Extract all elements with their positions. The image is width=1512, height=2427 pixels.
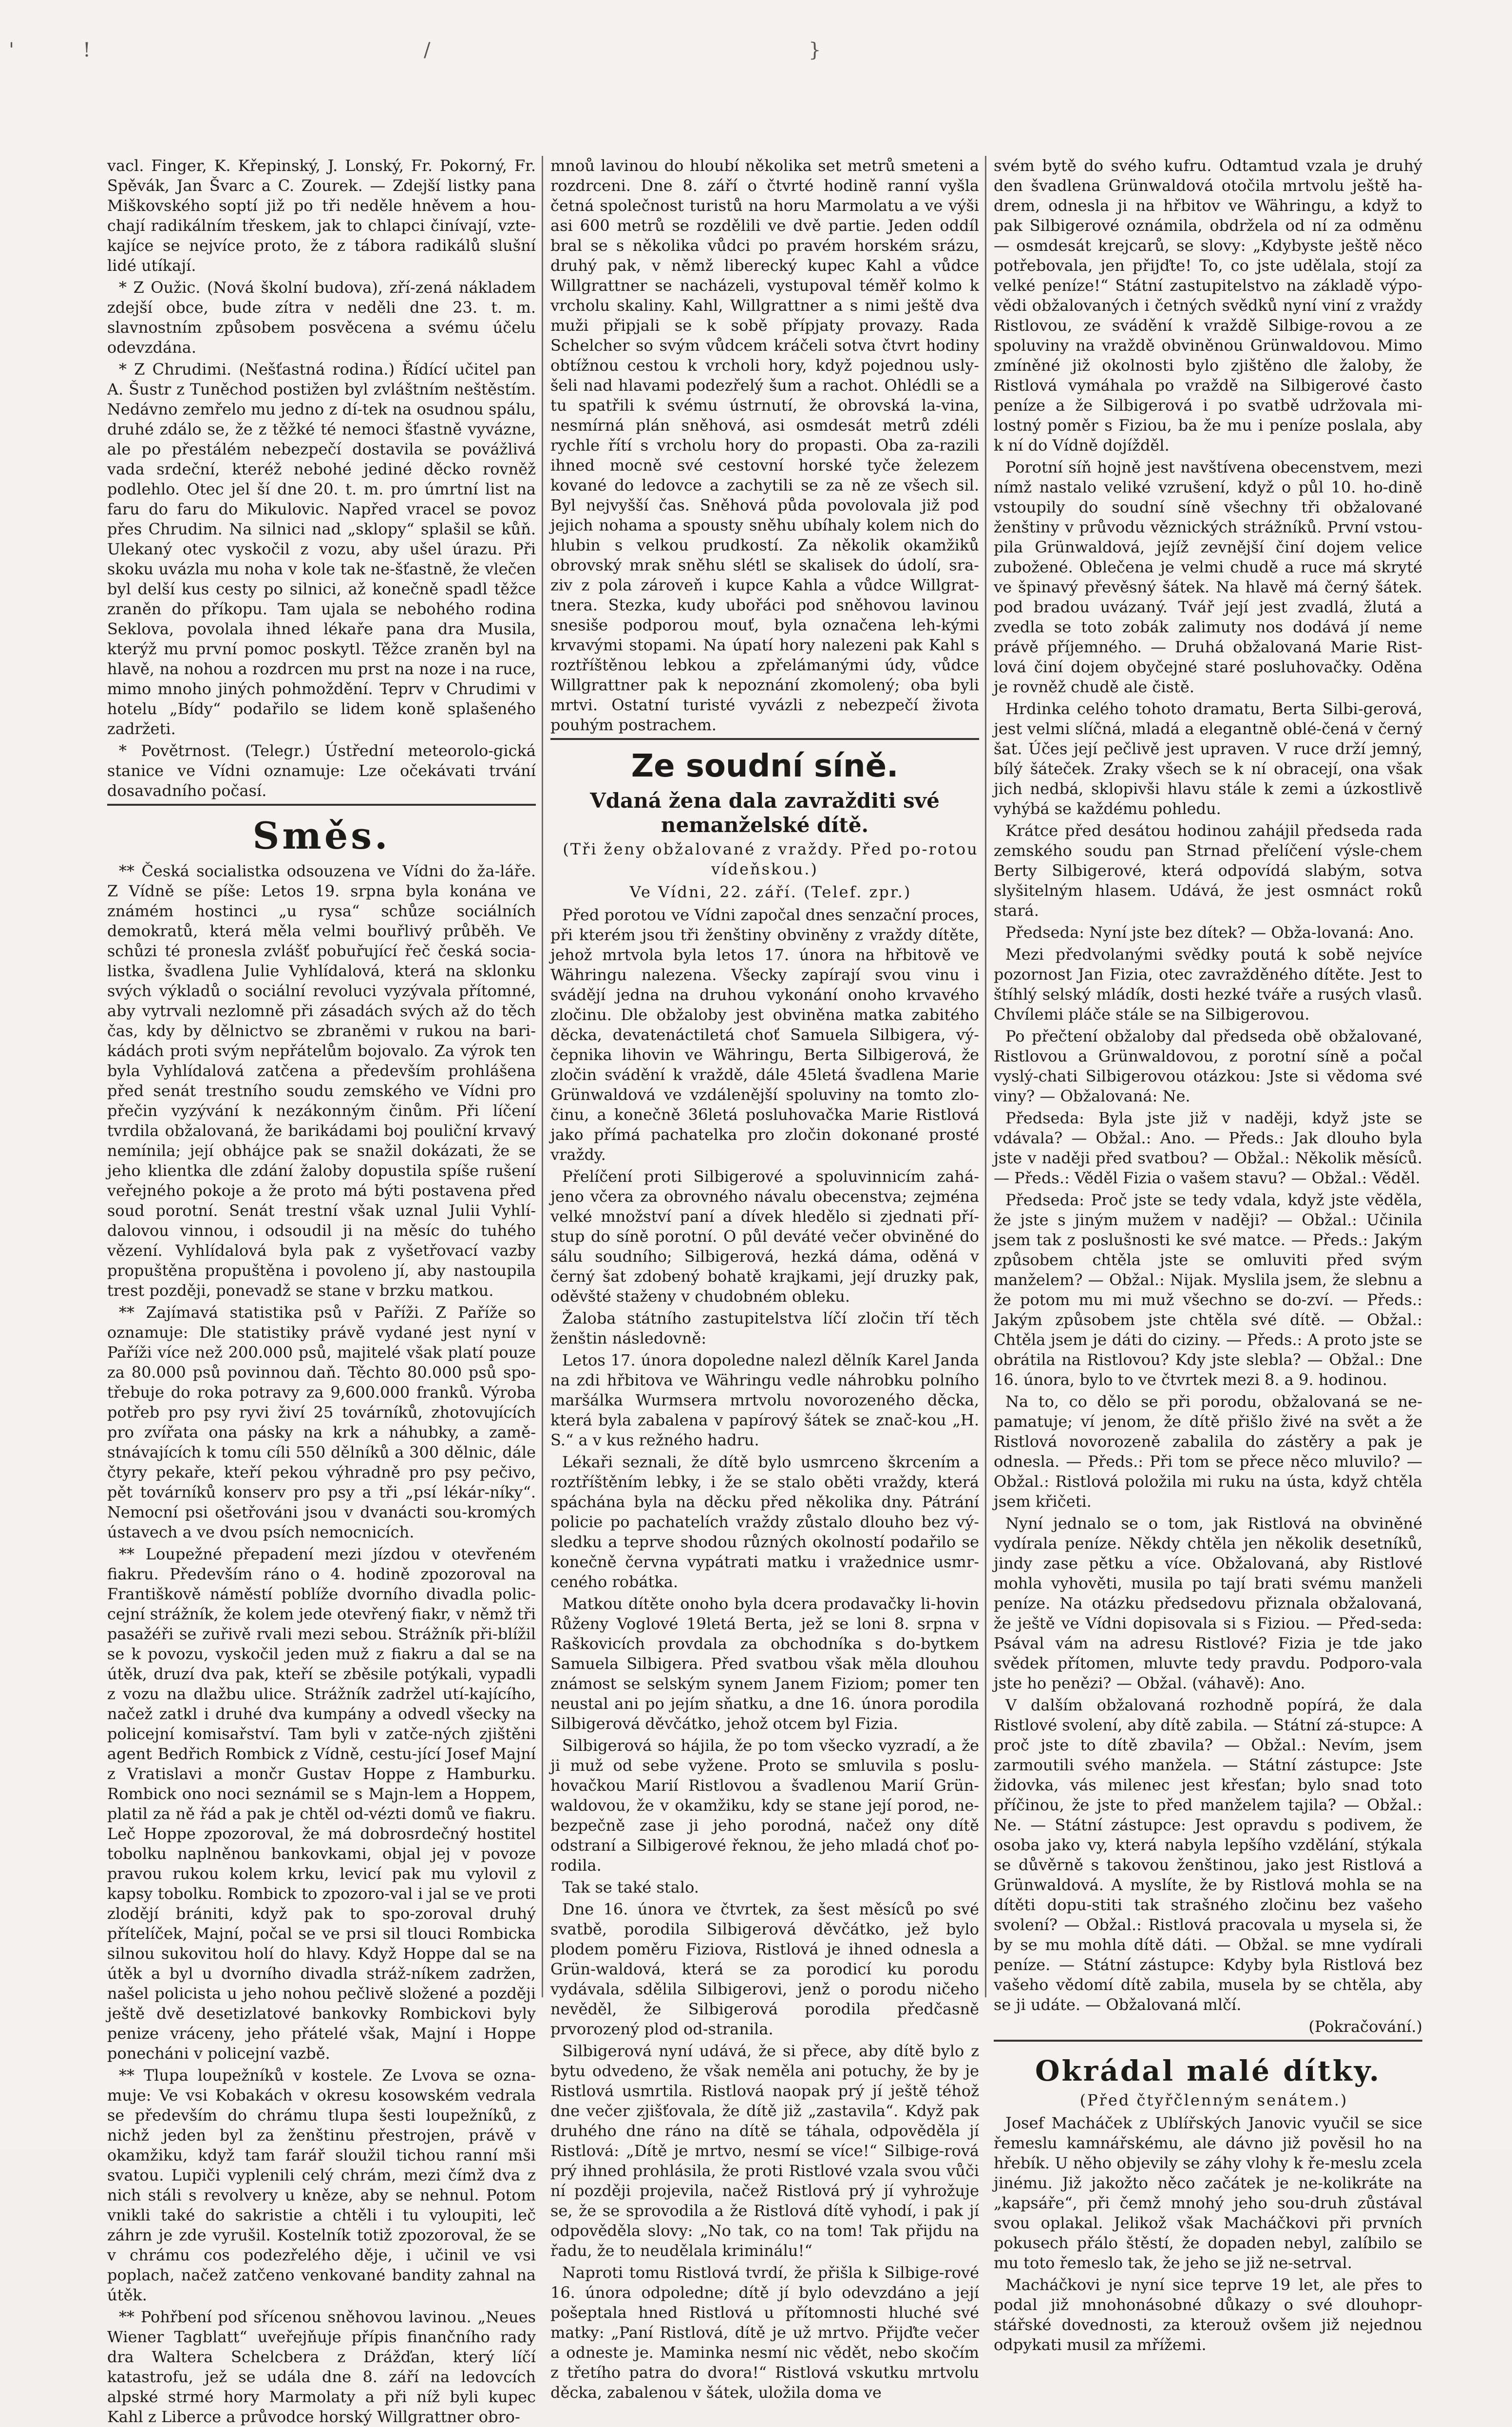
news-item-chrudim: * Z Chrudimi. (Nešťastná rodina.) Řídící učitel pan A. Šustr z Tuněchod postižen byl zvláštním neštěstím. Nedávno zemřelo mu jedno z dí-tek na osudnou spálu, druhé zdálo se, že z těžké té nemoci šťastně vyvázne, ale po přestálém nebezpečí dostavila se povážlivá vada srdeční, kteréž nebohé jediné děcko rovněž podlehlo. Otec jel ší dne 20. t. m. pro úmrtní list na faru do faru do Mikulovic. Napřed vracel se povoz přes Chrudim. Na silnici nad „sklopy“ splašil se kůň. Ulekaný otec vyskočil z vozu, aby ušel úrazu. Při skoku uvázla mu noha v kole tak ne-šťastně, že vlečen byl delší kus cesty po silnici, až konečně spadl těžce zraněn do příkopu. Tam ujala se nebohého rodina Seklova, povolala ihned lékaře pana dra Musila, kterýž mu první pomoc poskytl. Těžce zraněn byl na hlavě, na nohou a rozdrcen mu prst na noze i na ruce, mimo mnoho jiných pohmoždění. Teprv v Chrudimi v hotelu „Bídy“ podařilo se lidem koně splašeného zadržeti.: [107, 360, 536, 738]
article-headline-okradal: Okrádal malé dítky.: [1035, 2054, 1381, 2087]
article-text: vacl. Finger, K. Křepinský, J. Lonský, Fr. Pokorný, Fr. Spěvák, Jan Švarc a C. Zourek. — Zdejší listky pana Miškovského soptí již po tři neděle hněvem a hou-chají radikálním třeskem, jak to chlapci činívají, vzte-kajíce se nejvíce proto, že z tábora radikálů slušní lidé utíkají.: [107, 156, 536, 275]
news-item-weather: * Povětrnost. (Telegr.) Ústřední meteorolo-gická stanice ve Vídni oznamuje: Lze očekávati trvání dosavadního počasí.: [107, 741, 536, 800]
margin-mark: /: [424, 39, 431, 61]
news-item-robbery-fiacre: ** Loupežné přepadení mezi jízdou v otevřeném fiakru. Především ráno o 4. hodině zpozoroval na Františkově náměstí poblíže dvorního divadla polic-cejní strážník, že kolem jede otevřený fiakr, v němž tři pasažéři se zuřivě rvali mezi sebou. Strážník při-blížil se k povozu, vyskočil jeden muž z fiakru a dal se na útěk, druzí dva pak, kteří se zběsile potýkali, vypadli z vozu na dlažbu ulice. Strážník zadržel utí-kajícího, načež zatkl i druhé dva kumpány a odvedl všecky na policejní komisařství. Tam byli v zatče-ných zjištěni agent Bedřich Rombick z Vídně, cestu-jící Josef Majní z Vratislavi a mončr Gustav Hoppe z Hamburku. Rombick ono noci seznámil se s Majn-lem a Hoppem, platil za ně řád a pak je chtěl od-vézti domů ve fiakru. Leč Hoppe zpozoroval, že má dobrosrdečný hostitel tobolku naplněnou bankovkami, objal jej v povoze pravou rukou kolem krku, levicí pak mu vylovil z kapsy tobolku. Rombick to zpozoro-val i jal se ve proti zlodějí brániti, když pak to spo-zoroval druhý přítelíček, Majní, počal se ve prsi sil tlouci Rombicka silnou sukovitou holí do hlavy. Když Hoppe dal se na útěk a byl u dvorního divadla stráž-níkem zadržen, našel policista u jeho nohou pečlivě složené a později ještě dvě desetizlatové bankovky Rombickovi byly penize vráceny, jeho přátelé však, Majní i Hoppe ponecháni v policejní vazbě.: [107, 1545, 536, 2063]
article-text: Silbigerová nyní udává, že si přece, aby dítě bylo z bytu odvedeno, že však neměla ani potuchy, že by je Ristlová usmrtila. Ristlová naopak prý jí ještě téhož dne večer zjišťovala, že dítě již „zastavila“. Když pak druhého dne ráno na dítě se táhala, odpověděla jí Ristlová: „Dítě je mrtvo, nesmí se více!“ Silbige-rová prý ihned prohlásila, že proti Ristlové vzala svou vůči ní později projevila, načež Ristlová prý jí vyhrožuje se, že se sprovodila a že Ristlová dítě vyhodí, i pak jí odpověděla slovy: „No tak, co na tom! Tak přijdu na řadu, že to neudělala kriminálu!“: [550, 2042, 979, 2260]
news-item-avalanche: ** Pohřbení pod sřícenou sněhovou lavinou. „Neues Wiener Tagblatt“ uveřejňuje přípis finančního rady dra Waltera Schelcbera z Drážďan, který líčí katastrofu, jež se udála dne 8. září na ledovcích alpské strmé hory Marmolaty a při níž byli kupec Kahl z Liberce a průvodce horský Willgrattner obro-: [107, 2308, 536, 2426]
continuation-note: (Pokračování.): [1308, 2017, 1422, 2036]
article-text: Dne 16. února ve čtvrtek, za šest měsíců po své svatbě, porodila Silbigerová děvčátko, jež bylo plodem poměru Fiziova, Ristlová je ihned odnesla a Grün-waldová, která se za porodicí ku porodu vydávala, sdělila Silbigerovi, jenž o porodu ničeho nevěděl, že Silbigerová porodila předčasně prvorozený plod od-stranila.: [550, 1900, 979, 2038]
article-subheadline: (Tři ženy obžalované z vraždy. Před po-rotou vídeňskou.): [563, 840, 979, 878]
column-divider: [542, 156, 543, 1997]
article-text: Silbigerová so hájila, že po tom všecko vyzradí, a že ji muž od sebe vyžene. Proto se smluvila s poslu-hovačkou Marií Ristlovou a švadlenou Marií Grün-waldovou, že v okamžiku, kdy se stane její porod, ne-bezpečně zase ji jeho porodná, načež ony dítě odstraní a Silbigerové řeknou, že jeho mladá choť po-rodila.: [550, 1736, 979, 1875]
article-text: Předseda: Byla jste již v naději, když jste se vdávala? — Obžal.: Ano. — Předs.: Jak dlouho byla jste v naději před svatbou? — Obžal.: Několik měsíců. — Předs.: Věděl Fizia o vašem stavu? — Obžal.: Věděl.: [994, 1109, 1422, 1187]
column-right: [994, 156, 1422, 2354]
margin-mark: !: [83, 39, 91, 61]
article-text: Tak se také stalo.: [562, 1878, 699, 1896]
column-left: [107, 156, 536, 2426]
section-divider: [994, 2040, 1422, 2042]
news-item-socialist: ** Česká socialistka odsouzena ve Vídni do ža-láře. Z Vídně se píše: Letos 19. srpna byla konána ve známém hostinci „u rysa“ schůze sociálních demokratů, která měla velmi bouřlivý průběh. Ve schůzi té pronesla zvlášť pobuřující řeč česká socia-listka, švadlena Julie Vyhlídalová, která na sklonku svých výkladů o sociální revoluci vyzývala přítomné, aby vytrvali nezlomně při zásadách svých až do těch čas, kdy by dělnictvo se zbraněmi v rukou na bari-kádách proti svým nepřátelům bojovalo. Za výrok ten byla Vyhlídalová zatčena a především prohlášena před senát trestního soudu zemského ve Vídni pro přečin vyzývání k nezákonným činům. Při líčení tvrdila obžalovaná, že barikádami boj pouliční krvavý nemínila; její obhájce pak se snažil dokázati, že se jeho klientka dle zdání žaloby dopustila spíše rušení veřejného pokoje a že proto má býti postavena před soud porotní. Senát trestní však uznal Julii Vyhlí-dalovou vinnou, i odsoudil ji na měsíc do tuhého vězení. Vyhlídalová byla pak z vyšetřovací vazby propuštěna propuštěna i povoleno jí, aby nastoupila trest později, ponevadž se stane v brzku matkou.: [107, 862, 536, 1300]
article-text: Naproti tomu Ristlová tvrdí, že přišla k Silbige-rové 16. února odpoledne; dítě jí bylo odevzdáno a její pošeptala hned Ristlová u přítomnosti hluché své matky: „Paní Ristlová, dítě je už mrtvo. Přijďte večer a odneste je. Maminka nesmí nic vědět, nebo skočím z třetího patra do dvora!“ Ristlová vskutku mrtvolu děcka, zabalenou v šátek, uložila doma ve: [550, 2263, 979, 2402]
article-subheadline: (Před čtyřčlenným senátem.): [1079, 2091, 1348, 2109]
article-text: Lékaři seznali, že dítě bylo usmrceno škrcením a roztříštěním lebky, i že se stalo oběti vraždy, která spáchána byla na děcku před několika dny. Pátrání policie po pachatelích vraždy zůstalo dlouho bez vý-sledku a teprve shodou různých okolností podařilo se konečně června vypátrati matku i vražednice usmr-ceného robátka.: [550, 1453, 979, 1591]
article-text: Josef Macháček z Ublířských Janovic vyučil se sice řemeslu kamnářskému, ale dávno již pověsil ho na hřebík. U něho objevily se záhy vlohy k ře-meslu zcela jinému. Již jakožto něco začátek je ne-kolikráte na „kapsáře“, při čemž mnohý jeho sou-druh zůstával svou oplakal. Jelikož však Macháčkovi při prvních pokusech přálo štěstí, že dopaden nebyl, zalíbilo se mu toto řemeslo tak, že jeho se již ne-setrval.: [994, 2114, 1422, 2272]
article-text: Na to, co dělo se při porodu, obžalovaná se ne-pamatuje; ví jenom, že dítě přišlo živé na svět a že Ristlová novorozeně zabalila do zástěry a pak je odnesla. — Předs.: Při tom se přece něco mluvilo? — Obžal.: Ristlová položila mi ruku na ústa, když chtěla jsem křičeti.: [994, 1392, 1422, 1511]
article-text: Žaloba státního zastupitelstva líčí zločin tří těch ženštin následovně:: [550, 1309, 979, 1347]
news-item-dogs-paris: ** Zajímavá statistika psů v Paříži. Z Paříže so oznamuje: Dle statistiky právě vydané jest nyní v Paříži více než 200.000 psů, majitelé však platí pouze za 80.000 psů povinnou daň. Těchto 80.000 psů spo-třebuje do roka potravy za 9,600.000 franků. Výroba potřeb pro psy ryvi živí 25 továrníků, zhotovujících pro zvířata ona pásky na krk a náhubky, a zamě-stnávajících k tomu cíli 550 dělníků a 300 dělnic, dále čtyry pekaře, kteří pekou výhradně pro psy pečivo, pět továrníků konserv pro psy a tři „psí lékár-níky“. Nemocní psi ošetřováni jsou v dvanácti sou-kromých ústavech a ve dvou psích nemocnicích.: [107, 1303, 536, 1541]
article-text: Přelíčení proti Silbigerové a spoluvinnicím zahá-jeno včera za obrovného návalu obecenstva; zejména velké množství paní a dívek hledělo si zjednati pří-stup do síně porotní. O půl deváté večer obviněné do sálu soudního; Silbigerová, hezká dáma, oděná v černý šat zdobený bohatě krajkami, její druzky pak, oděvšté staženy v chudobném obleku.: [550, 1167, 979, 1306]
section-heading-court: Ze soudní síně.: [631, 748, 899, 784]
article-text: svém bytě do svého kufru. Odtamtud vzala je druhý den švadlena Grünwaldová otočila mrtvolu ještě ha-drem, odnesla ji na hřbitov ve Währingu, a když to pak Silbigerové oznámila, obdržela od ní za odměnu — osmdesát krejcarů, se slovy: „Kdybyste ještě něco potřebovala, jen přijďte! To, co jste udělala, stojí za velké peníze!“ Státní zastupitelstvo na základě výpo-vědi obžalovaných i četných svědků nyní viní z vraždy Ristlovou, ze svádění k vraždě Silbige-rovou a ze spoluviny na vraždě obviněnou Grünwaldovou. Mimo zmíněné již okolnosti bylo zjištěno dle žaloby, že Ristlová vymáhala po vraždě na Silbigerové často peníze a že Silbigerová i po svatbě udržovala mi-lostný poměr s Fiziou, ba že mu i peníze poslala, aby k ní do Vídně dojížděl.: [994, 156, 1422, 455]
article-text: Krátce před desátou hodinou zahájil předseda rada zemského soudu pan Strnad přelíčení výsle-chem Berty Silbigerové, která odpovídá slabým, sotva slyšitelným hlasem. Udává, že jest osmnáct roků stará.: [994, 821, 1422, 920]
dateline: Ve Vídni, 22. září. (Telef. zpr.): [629, 883, 912, 901]
article-text: Matkou dítěte onoho byla dcera prodavačky li-hovin Růženy Voglové 19letá Berta, jež se loni 8. srpna v Raškovicích provdala za obchodníka s do-bytkem Samuela Silbigera. Před svatbou však měla dlouhou známost se selským synem Janem Fiziom; pomer ten neustal ani po jejím sňatku, a dne 16. února porodila Silbigerová děvčátko, jehož otcem byl Fizia.: [550, 1594, 979, 1733]
article-text: Nyní jednalo se o tom, jak Ristlová na obviněné vydírala peníze. Někdy chtěla jen několik desetníků, jindy zase pětku a více. Obžalovaná, aby Ristlové mohla vyhověti, musila po tají brati svému manželi peníze. Na otázku předsedovu přiznala obžalovaná, že ještě ve Vídni dopisovala si s Fiziou. — Před-seda: Psával vám na adresu Ristlové? Fizia je tde jako svědek přítomen, mluvte tedy pravdu. Podporo-vala jste ho penězi? — Obžal. (váhavě): Ano.: [994, 1514, 1422, 1692]
article-text: Předseda: Nyní jste bez dítek? — Obža-lovaná: Ano.: [1005, 923, 1414, 942]
article-text: V dalším obžalovaná rozhodně popírá, že dala Ristlové svolení, aby dítě zabila. — Státní zá-stupce: A proč jste to dítě zbavila? — Obžal.: Nevím, jsem zarmoutili svého manžela. — Státní zástupce: Jste židovka, vás milenec jest křesťan; bylo snad toto příčinou, že jste to před manželem tajila? — Obžal.: Ne. — Státní zástupce: Jest opravdu s podivem, že osoba jako vy, která nabyla lepšího vzdělání, stýkala se důvěrně s takovou ženštinou, jako jest Ristlová a Grünwaldová. A myslíte, že by Ristlová mohla se na dítěti dopu-stiti tak strašného zločinu bez vašeho svolení? — Obžal.: Ristlová pracovala u mysela si, že by se mu mohla dítě dáti. — Obžal. se mne vydírali peníze. — Státní zástupce: Kdyby byla Ristlová bez vašeho vědomí dítě zabila, musela by se chtěla, aby se ji udáte. — Obžalovaná mlčí.: [994, 1696, 1422, 2014]
section-divider: [550, 738, 979, 740]
section-heading-smes: Směs.: [252, 814, 391, 857]
article-text: Macháčkovi je nyní sice teprve 19 let, ale přes to podal již mnohonásobné důkazy o své dlouhopr-stářské dovednosti, za kterouž ovšem již nejednou odpykati musil za mřížemi.: [994, 2275, 1422, 2354]
article-text: Letos 17. února dopoledne nalezl dělník Karel Janda na zdi hřbitova ve Währingu vedle náhrobku polního maršálka Wurmsera mrtvolu novorozeného děcka, která byla zabalena v papírový šátek se znač-kou „H. S.“ a v kus režného hadru.: [550, 1351, 979, 1449]
column-divider: [985, 156, 986, 1997]
article-headline: Vdaná žena dala zavražditi své nemanželské dítě.: [590, 789, 940, 837]
news-item-ouzice: * Z Oužic. (Nová školní budova), zří-zená nákladem zdejší obce, bude zítra v neděli dne 23. t. m. slavnostním způsobem posvěcena a svému účelu odevzdána.: [107, 278, 536, 357]
article-text: Mezi předvolanými svědky poutá k sobě nejvíce pozornost Jan Fizia, otec zavražděného dítěte. Jest to štíhlý selský mládík, dosti hezké tváře a rusých vlasů. Chvílemi pláče stále se na Silbigerovou.: [994, 945, 1422, 1024]
margin-mark: }: [809, 39, 821, 61]
news-item-church-robbers: ** Tlupa loupežníků v kostele. Ze Lvova se ozna-muje: Ve vsi Kobakách v okresu kosowském vedrala se především do chrámu tlupa šesti loupežníků, z nichž jeden byl za ženštinu přestrojen, právě v okamžiku, když tam farář sloužil tichou ranní mši svatou. Lupiči vyplenili celý chrám, mezi čímž dva z nich stáli s revolvery u kněze, aby se nehnul. Potom vnikli také do sakristie a chtěli i tu vyloupiti, leč záhrn je zde vyrušil. Kostelník totiž zpozoroval, že se v chrámu cos podezřelého děje, i učinil ve vsi poplach, načež zatčeno venkované bandity zahnal na útěk.: [107, 2066, 536, 2304]
article-text: Před porotou ve Vídni započal dnes senzační proces, při kterém jsou tři ženštiny obviněny z vraždy dítěte, jehož mrtvola byla letos 17. února na hřbitově ve Währingu nalezena. Všecky zapírají svou vinu i svádějí jedna na druhou vykonání onoho krvavého zločinu. Dle obžaloby jest obviněna matka zabitého děcka, devatenáctiletá choť Samuela Silbigera, vý-čepnika lihovin ve Währingu, Berta Silbigerová, že zločin svádění k vraždě, dále 45letá švadlena Marie Grünwaldová ve vzdálenější spoluviny na tomto zlo-činu, a konečně 36letá posluhovačka Marie Ristlová jako přímá pachatelka pro zločin dokonané prosté vraždy.: [550, 906, 979, 1164]
column-middle: [550, 156, 979, 2402]
article-text: Předseda: Proč jste se tedy vdala, když jste věděla, že jste s jiným mužem v naději? — Obžal.: Učinila jsem tak z poslušnosti ke své matce. — Předs.: Jakým způsobem chtěla jste se omluviti před svým manželem? — Obžal.: Nijak. Myslila jsem, že slebnu a že potom mu mi muž všechno se do-zví. — Předs.: Jakým způsobem jste chtěla své dítě. — Obžal.: Chtěla jsem je dáti do ciziny. — Předs.: A proto jste se obrátila na Ristlovou? Kdy jste slebla? — Obžal.: Dne 16. února, bylo to ve čtvrtek mezi 8. a 9. hodinou.: [994, 1191, 1422, 1389]
margin-mark: ': [9, 39, 14, 61]
top-margin-marks: [0, 39, 1512, 78]
article-text: mnoů lavinou do hloubí několika set metrů smeteni a rozdrceni. Dne 8. září o čtvrté hodině ranní vyšla četná společnost turistů na horu Marmolatu a ve výši asi 600 metrů se rozdělili ve dvě partie. Jeden oddíl bral se s několika vůdci po pravém horském srázu, druhý pak, v němž liberecký kupec Kahl a vůdce Willgrattner se nacházeli, vystupoval téměř kolmo k vrcholu skaliny. Kahl, Willgrattner a s nimi ještě dva muži připjali se k sobě přípjaty provazy. Rada Schelcher so svým vůdcem kráčeli sotva čtvrt hodiny obtížnou cestou k vrcholi hory, když pojednou usly-šeli nad hlavami podezřelý šum a rachot. Ohlédli se a tu spatřili k svému ústrnutí, že obrovská la-vina, nesmírná plán sněhová, asi osmdesát metrů zdéli rychle řítí s vrcholu hory do propasti. Oba za-razili ihned mocně své cestovní horské tyče železem kované do ledovce a zachytili se za ně ze všech sil. Byl nejvyšší čas. Sněhová půda povolovala již pod jejich nohama a spousty sněhu ubíhaly kolem nich do hlubin s velkou prudkostí. Za několik okamžiků obrovský mrak sněhu slétl se skalisek do údolí, sra-ziv z pola zároveň i kupce Kahla a vůdce Willgrat-tnera. Stezka, kudy ubořáci pod sněhovou lavinou snesiše podporou mouť, byla označena leh-kými krvavými stopami. Na úpatí hory nalezeni pak Kahl s roztříštěnou lebkou a zpřelámanými údy, vůdce Willgrattner pak k nepoznání zkomolený; oba byli mrtvi. Ostatní turisté vyvázli z nebezpečí života pouhým postrachem.: [550, 156, 979, 734]
article-text: Hrdinka celého tohoto dramatu, Berta Silbi-gerová, jest velmi slíčná, mladá a elegantně oblé-čená v černý šat. Účes její pečlivě jest upraven. V ruce drží jemný, bílý šáteček. Zraky všech se k ní obracejí, ona však jich nedbá, sklopivši hlavu stále k zemi a úzkostlivě vyhýbá se každému pohledu.: [994, 700, 1422, 818]
section-divider: [107, 804, 536, 806]
article-text: Porotní síň hojně jest navštívena obecenstvem, mezi nímž nastalo veliké vzrušení, když o půl 10. ho-dině vstoupily do soudní síně všechny tři obžalované ženštiny v průvodu věznických strážníků. První vstou-pila Grünwaldová, jejíž zevnější činí dojem velice zubožené. Oblečena je velmi chudě a ruce má skryté ve špinavý převěsný šátek. Na hlavě má černý šátek. pod bradou uvázaný. Tvář její jest zvadlá, žlutá a zvedla se toto zobák zalimuty nos dodává jí neme právě příjemného. — Druhá obžalovaná Marie Rist-lová činí dojem obyčejné staré posluhovačky. Oděna je rovněž chudě ale čistě.: [994, 458, 1422, 696]
article-text: Po přečtení obžaloby dal předseda obě obžalované, Ristlovou a Grünwaldovou, z porotní síně a počal vyslý-chati Silbigerovou otázkou: Jste si vědoma své viny? — Obžalovaná: Ne.: [994, 1027, 1422, 1105]
